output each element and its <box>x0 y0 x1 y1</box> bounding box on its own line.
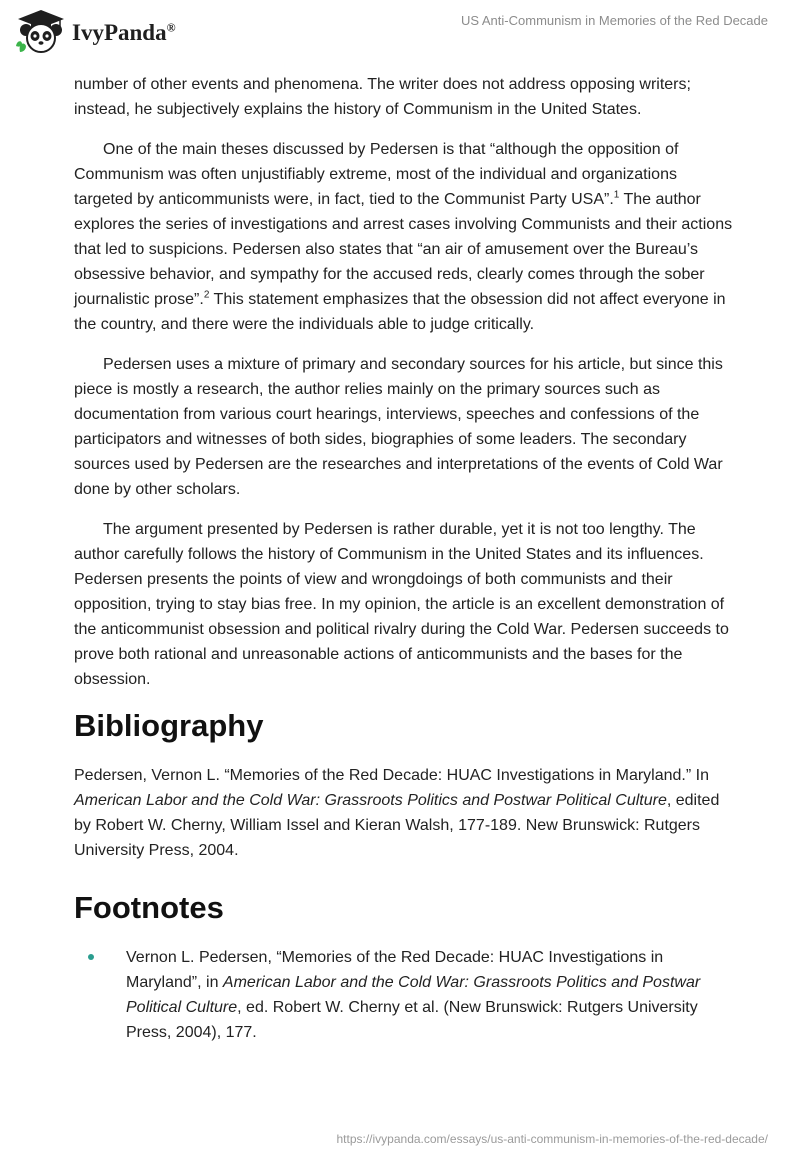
paragraph-2 <box>74 137 734 337</box>
document-title: US Anti-Communism in Memories of the Red Decade <box>460 13 768 28</box>
paragraph-2-part-a: One of the main theses discussed by Pedersen is that “although the opposition of Communism was often unjustifiably extreme, most of the individual and organizations targeted by anticommunists were, in fact, tied to the Communist Party USA”. <box>74 141 679 208</box>
footnotes-heading: Footnotes <box>74 890 224 925</box>
paragraph-2-part-b: The author explores the series of investigations and arrest cases involving Communists and their actions that led to suspicions. Pedersen also states that “an air of amusement over the Bureau’s obsessive behavior, and sympathy for the accused reds, clearly comes through the sober journalistic prose”. <box>74 191 733 308</box>
bibliography-entry <box>74 763 734 863</box>
brand-logo[interactable] <box>14 8 176 54</box>
footnote-ref-1[interactable]: 1 <box>613 189 620 201</box>
bibliography-entry-part-1: Pedersen, Vernon L. “Memories of the Red Decade: HUAC Investigations in Maryland.” In <box>74 767 709 784</box>
footnote-title: American Labor and the Cold War: Grassroots Politics and Postwar Political Culture <box>126 974 701 1016</box>
footnote-ref-2[interactable]: 2 <box>203 289 210 301</box>
paragraph-1: number of other events and phenomena. The writer does not address opposing writers; instead, he subjectively explains the history of Communism in the United States. <box>74 76 691 118</box>
footnote-part-2: , ed. Robert W. Cherny et al. (New Brunswick: Rutgers University Press, 2004), 177. <box>126 999 698 1041</box>
paragraph-3: Pedersen uses a mixture of primary and secondary sources for his article, but since this piece is mostly a research, the author relies mainly on the primary sources such as documentation from various court hearings, interviews, speeches and confessions of the participators and witnesses of both sides, biographies of some leaders. The secondary sources used by Pedersen are the researches and interpretations of the events of Cold War done by other scholars. <box>74 356 723 498</box>
source-url[interactable]: https://ivypanda.com/essays/us-anti-communism-in-memories-of-the-red-decade/ <box>336 1132 768 1146</box>
bullet-icon <box>88 954 94 960</box>
bibliography-entry-title: American Labor and the Cold War: Grassroots Politics and Postwar Political Culture <box>74 792 667 809</box>
bibliography-entry-part-2: , edited by Robert W. Cherny, William Issel and Kieran Walsh, 177-189. New Brunswick: Rutgers University Press, 2004. <box>74 792 720 859</box>
essay-content <box>74 72 734 1045</box>
brand-name-text: IvyPanda <box>72 20 167 45</box>
panda-graduate-icon <box>14 8 68 54</box>
footnote-part-1: Vernon L. Pedersen, “Memories of the Red Decade: HUAC Investigations in Maryland”, in <box>126 949 664 991</box>
page-header <box>0 0 800 60</box>
paragraph-2-part-c: This statement emphasizes that the obsession did not affect everyone in the country, and there were the individuals able to judge critically. <box>74 291 726 333</box>
paragraph-4: The argument presented by Pedersen is rather durable, yet it is not too lengthy. The author carefully follows the history of Communism in the United States and its influences. Pedersen presents the points of view and wrongdoings of both communists and their opposition, trying to stay bias free. In my opinion, the article is an excellent demonstration of the anticommunist obsession and political rivalry during the Cold War. Pedersen succeeds to prove both rational and unreasonable actions of anticommunists and the bases for the obsession. <box>74 521 729 688</box>
registered-mark: ® <box>166 20 176 35</box>
brand-name <box>72 20 176 46</box>
footnotes-list <box>74 945 734 1045</box>
footnote-item <box>74 945 734 1045</box>
bibliography-heading: Bibliography <box>74 708 264 743</box>
